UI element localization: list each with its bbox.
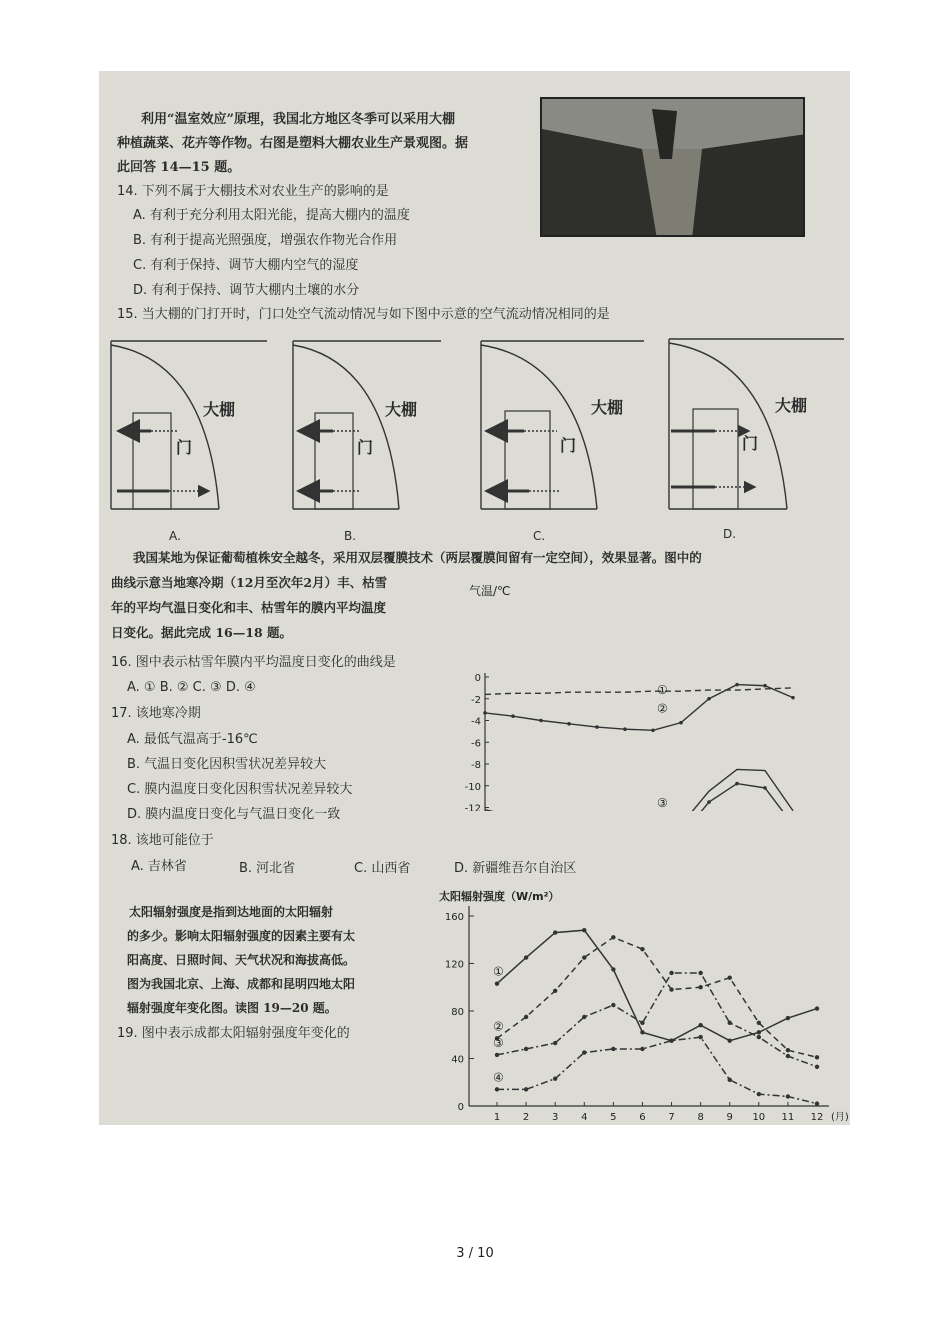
temp-data-point bbox=[679, 721, 683, 725]
radiation-y-tick-label: 40 bbox=[451, 1054, 464, 1066]
q18-option-c: C. 山西省 bbox=[354, 861, 411, 876]
door-label-c: 门 bbox=[560, 436, 577, 455]
temp-data-point bbox=[483, 711, 487, 715]
q15-option-d-label: D. bbox=[723, 527, 737, 541]
temp-data-point bbox=[707, 800, 711, 804]
radiation-data-point bbox=[582, 1015, 586, 1019]
radiation-data-point bbox=[553, 1041, 557, 1045]
radiation-series-label: ③ bbox=[493, 1035, 504, 1050]
option-a-diagram bbox=[111, 341, 267, 509]
radiation-series-line bbox=[497, 1037, 817, 1104]
radiation-chart-title: 太阳辐射强度（W/m²） bbox=[439, 890, 560, 903]
q18-option-b: B. 河北省 bbox=[239, 861, 296, 876]
radiation-data-point bbox=[786, 1054, 790, 1058]
radiation-x-tick-label: 9 bbox=[726, 1112, 733, 1123]
radiation-data-point bbox=[582, 928, 586, 932]
intro2-line3: 年的平均气温日变化和丰、枯雪年的膜内平均温度 bbox=[111, 600, 387, 615]
temp-y-tick-label: -12 bbox=[464, 803, 481, 811]
radiation-series-line bbox=[497, 937, 817, 1057]
radiation-series-label: ② bbox=[493, 1019, 504, 1034]
radiation-data-point bbox=[815, 1006, 819, 1010]
radiation-data-point bbox=[611, 1003, 615, 1007]
temp-series-label: ② bbox=[657, 701, 668, 716]
radiation-data-point bbox=[524, 955, 528, 959]
q17-option-c: C. 膜内温度日变化因积雪状况差异较大 bbox=[127, 782, 353, 797]
radiation-x-tick-label: 12 bbox=[810, 1112, 824, 1123]
radiation-x-tick-label: 6 bbox=[639, 1112, 646, 1123]
radiation-data-point bbox=[786, 1094, 790, 1098]
temp-data-point bbox=[651, 728, 655, 732]
radiation-series-label: ④ bbox=[493, 1070, 504, 1085]
radiation-data-point bbox=[698, 1023, 702, 1027]
q15-option-c-label: C. bbox=[533, 529, 546, 543]
radiation-y-tick-label: 80 bbox=[451, 1006, 464, 1018]
radiation-x-tick-label: 11 bbox=[781, 1112, 795, 1123]
radiation-data-point bbox=[611, 967, 615, 971]
radiation-x-unit-label: (月) bbox=[831, 1112, 849, 1123]
temp-y-tick-label: -4 bbox=[471, 716, 481, 728]
door-label-a: 门 bbox=[176, 438, 193, 457]
temp-data-point bbox=[595, 725, 599, 729]
intro2-line1: 我国某地为保证葡萄植株安全越冬，采用双层覆膜技术（两层覆膜间留有一定空间），效果显著。图中的 bbox=[133, 550, 702, 565]
q14-option-c: C. 有利于保持、调节大棚内空气的湿度 bbox=[133, 258, 359, 273]
temp-data-point bbox=[511, 714, 515, 718]
option-b-diagram bbox=[293, 341, 441, 509]
temp-data-point bbox=[763, 684, 767, 688]
radiation-data-point bbox=[728, 1021, 732, 1025]
radiation-y-tick-label: 160 bbox=[444, 911, 464, 923]
radiation-data-point bbox=[611, 935, 615, 939]
option-c-diagram bbox=[481, 341, 644, 509]
radiation-x-tick-label: 1 bbox=[493, 1112, 501, 1123]
temp-series-line bbox=[485, 688, 793, 695]
temp-y-tick-label: -10 bbox=[464, 781, 481, 793]
page-number: 3 / 10 bbox=[456, 1246, 494, 1261]
greenhouse-label-c: 大棚 bbox=[591, 398, 624, 417]
temp-data-point bbox=[707, 697, 711, 701]
temp-y-tick-label: -8 bbox=[471, 760, 481, 771]
option-d-diagram bbox=[669, 339, 844, 509]
q18-option-a: A. 吉林省 bbox=[131, 859, 187, 874]
temp-data-point bbox=[735, 782, 739, 786]
temp-data-point bbox=[567, 722, 571, 726]
q16-stem: 16. 图中表示枯雪年膜内平均温度日变化的曲线是 bbox=[111, 655, 396, 670]
q17-stem: 17. 该地寒冷期 bbox=[111, 706, 201, 721]
intro3-line4: 图为我国北京、上海、成都和昆明四地太阳 bbox=[127, 977, 356, 991]
q15-diagrams bbox=[99, 331, 850, 511]
radiation-data-point bbox=[524, 1087, 528, 1091]
radiation-data-point bbox=[757, 1035, 761, 1039]
radiation-data-point bbox=[815, 1101, 819, 1105]
intro3-line2: 的多少。影响太阳辐射强度的因素主要有太 bbox=[127, 929, 356, 943]
intro3-line1: 太阳辐射强度是指到达地面的太阳辐射 bbox=[129, 905, 334, 919]
q14-option-a: A. 有利于充分利用太阳光能，提高大棚内的温度 bbox=[133, 208, 410, 223]
intro1-line2: 种植蔬菜、花卉等作物。右图是塑料大棚农业生产景观图。据 bbox=[117, 136, 469, 151]
intro1-line1: 利用“温室效应”原理，我国北方地区冬季可以采用大棚 bbox=[141, 112, 455, 127]
q17-option-d: D. 膜内温度日变化与气温日变化一致 bbox=[127, 807, 341, 822]
temp-data-point bbox=[735, 683, 739, 687]
radiation-data-point bbox=[553, 989, 557, 993]
q18-option-d: D. 新疆维吾尔自治区 bbox=[454, 861, 577, 876]
temp-series-line bbox=[485, 769, 793, 811]
radiation-data-point bbox=[815, 1065, 819, 1069]
greenhouse-label-b: 大棚 bbox=[385, 400, 418, 419]
temp-data-point bbox=[763, 786, 767, 790]
radiation-series-line bbox=[497, 973, 817, 1067]
greenhouse-label-d: 大棚 bbox=[775, 396, 808, 415]
radiation-data-point bbox=[698, 985, 702, 989]
greenhouse-label-a: 大棚 bbox=[203, 400, 236, 419]
radiation-data-point bbox=[640, 1030, 644, 1034]
radiation-chart bbox=[429, 886, 850, 1125]
q14-option-b: B. 有利于提高光照强度，增强农作物光合作用 bbox=[133, 233, 398, 248]
q14-option-d: D. 有利于保持、调节大棚内土壤的水分 bbox=[133, 283, 360, 298]
radiation-data-point bbox=[582, 1050, 586, 1054]
radiation-data-point bbox=[640, 947, 644, 951]
temp-series-label: ③ bbox=[657, 796, 668, 811]
radiation-x-tick-label: 4 bbox=[581, 1112, 588, 1123]
radiation-data-point bbox=[757, 1030, 761, 1034]
q17-option-a: A. 最低气温高于-16℃ bbox=[127, 732, 258, 747]
radiation-x-tick-label: 2 bbox=[522, 1112, 530, 1123]
intro1-line3: 此回答 14—15 题。 bbox=[117, 160, 241, 175]
radiation-data-point bbox=[669, 987, 673, 991]
temperature-chart bbox=[449, 581, 839, 811]
radiation-data-point bbox=[524, 1015, 528, 1019]
radiation-data-point bbox=[495, 1087, 499, 1091]
radiation-data-point bbox=[698, 971, 702, 975]
radiation-data-point bbox=[698, 1035, 702, 1039]
radiation-data-point bbox=[524, 1047, 528, 1051]
q15-stem: 15. 当大棚的门打开时，门口处空气流动情况与如下图中示意的空气流动情况相同的是 bbox=[117, 307, 610, 322]
radiation-y-tick-label: 0 bbox=[457, 1102, 464, 1113]
radiation-x-tick-label: 3 bbox=[551, 1112, 559, 1123]
radiation-data-point bbox=[786, 1048, 790, 1052]
radiation-data-point bbox=[582, 955, 586, 959]
q18-stem: 18. 该地可能位于 bbox=[111, 833, 214, 848]
radiation-data-point bbox=[495, 981, 499, 985]
temp-y-tick-label: -6 bbox=[471, 738, 481, 750]
q16-options: A. ① B. ② C. ③ D. ④ bbox=[127, 680, 256, 695]
intro2-line4: 日变化。据此完成 16—18 题。 bbox=[111, 625, 292, 640]
door-label-d: 门 bbox=[742, 434, 759, 453]
radiation-series-line bbox=[497, 930, 817, 1040]
door-label-b: 门 bbox=[357, 438, 374, 457]
radiation-data-point bbox=[553, 1076, 557, 1080]
radiation-data-point bbox=[728, 976, 732, 980]
q14-stem: 14. 下列不属于大棚技术对农业生产的影响的是 bbox=[117, 184, 389, 199]
temp-series-line bbox=[485, 784, 793, 811]
radiation-data-point bbox=[757, 1021, 761, 1025]
radiation-data-point bbox=[786, 1016, 790, 1020]
radiation-data-point bbox=[611, 1047, 615, 1051]
temp-data-point bbox=[539, 719, 543, 723]
radiation-data-point bbox=[728, 1038, 732, 1042]
temp-y-tick-label: -2 bbox=[471, 694, 481, 706]
q17-option-b: B. 气温日变化因积雪状况差异较大 bbox=[127, 757, 327, 772]
radiation-x-tick-label: 5 bbox=[610, 1112, 617, 1123]
radiation-data-point bbox=[669, 971, 673, 975]
radiation-x-tick-label: 7 bbox=[668, 1112, 675, 1123]
radiation-data-point bbox=[640, 1047, 644, 1051]
temp-y-tick-label: 0 bbox=[474, 673, 481, 684]
radiation-x-tick-label: 8 bbox=[697, 1112, 704, 1123]
q15-option-a-label: A. bbox=[169, 529, 181, 543]
radiation-y-tick-label: 120 bbox=[444, 959, 464, 971]
intro2-line2: 曲线示意当地寒冷期（12月至次年2月）丰、枯雪 bbox=[111, 575, 388, 590]
intro3-line5: 辐射强度年变化图。读图 19—20 题。 bbox=[127, 1001, 337, 1015]
radiation-data-point bbox=[640, 1021, 644, 1025]
temp-series-label: ① bbox=[657, 683, 668, 698]
q19-stem: 19. 图中表示成都太阳辐射强度年变化的 bbox=[117, 1026, 350, 1041]
radiation-data-point bbox=[815, 1055, 819, 1059]
temp-data-point bbox=[791, 696, 795, 700]
radiation-data-point bbox=[553, 930, 557, 934]
temp-data-point bbox=[623, 727, 627, 731]
radiation-data-point bbox=[757, 1092, 761, 1096]
radiation-x-tick-label: 10 bbox=[752, 1112, 766, 1123]
greenhouse-photo bbox=[540, 97, 805, 237]
q15-option-b-label: B. bbox=[344, 529, 357, 543]
radiation-series-label: ① bbox=[493, 964, 504, 979]
radiation-data-point bbox=[495, 1053, 499, 1057]
radiation-data-point bbox=[728, 1078, 732, 1082]
radiation-data-point bbox=[669, 1038, 673, 1042]
intro3-line3: 阳高度、日照时间、天气状况和海拔高低。 bbox=[127, 953, 356, 967]
temp-chart-ylabel: 气温/℃ bbox=[469, 584, 511, 598]
scanned-exam-page bbox=[99, 71, 850, 1125]
